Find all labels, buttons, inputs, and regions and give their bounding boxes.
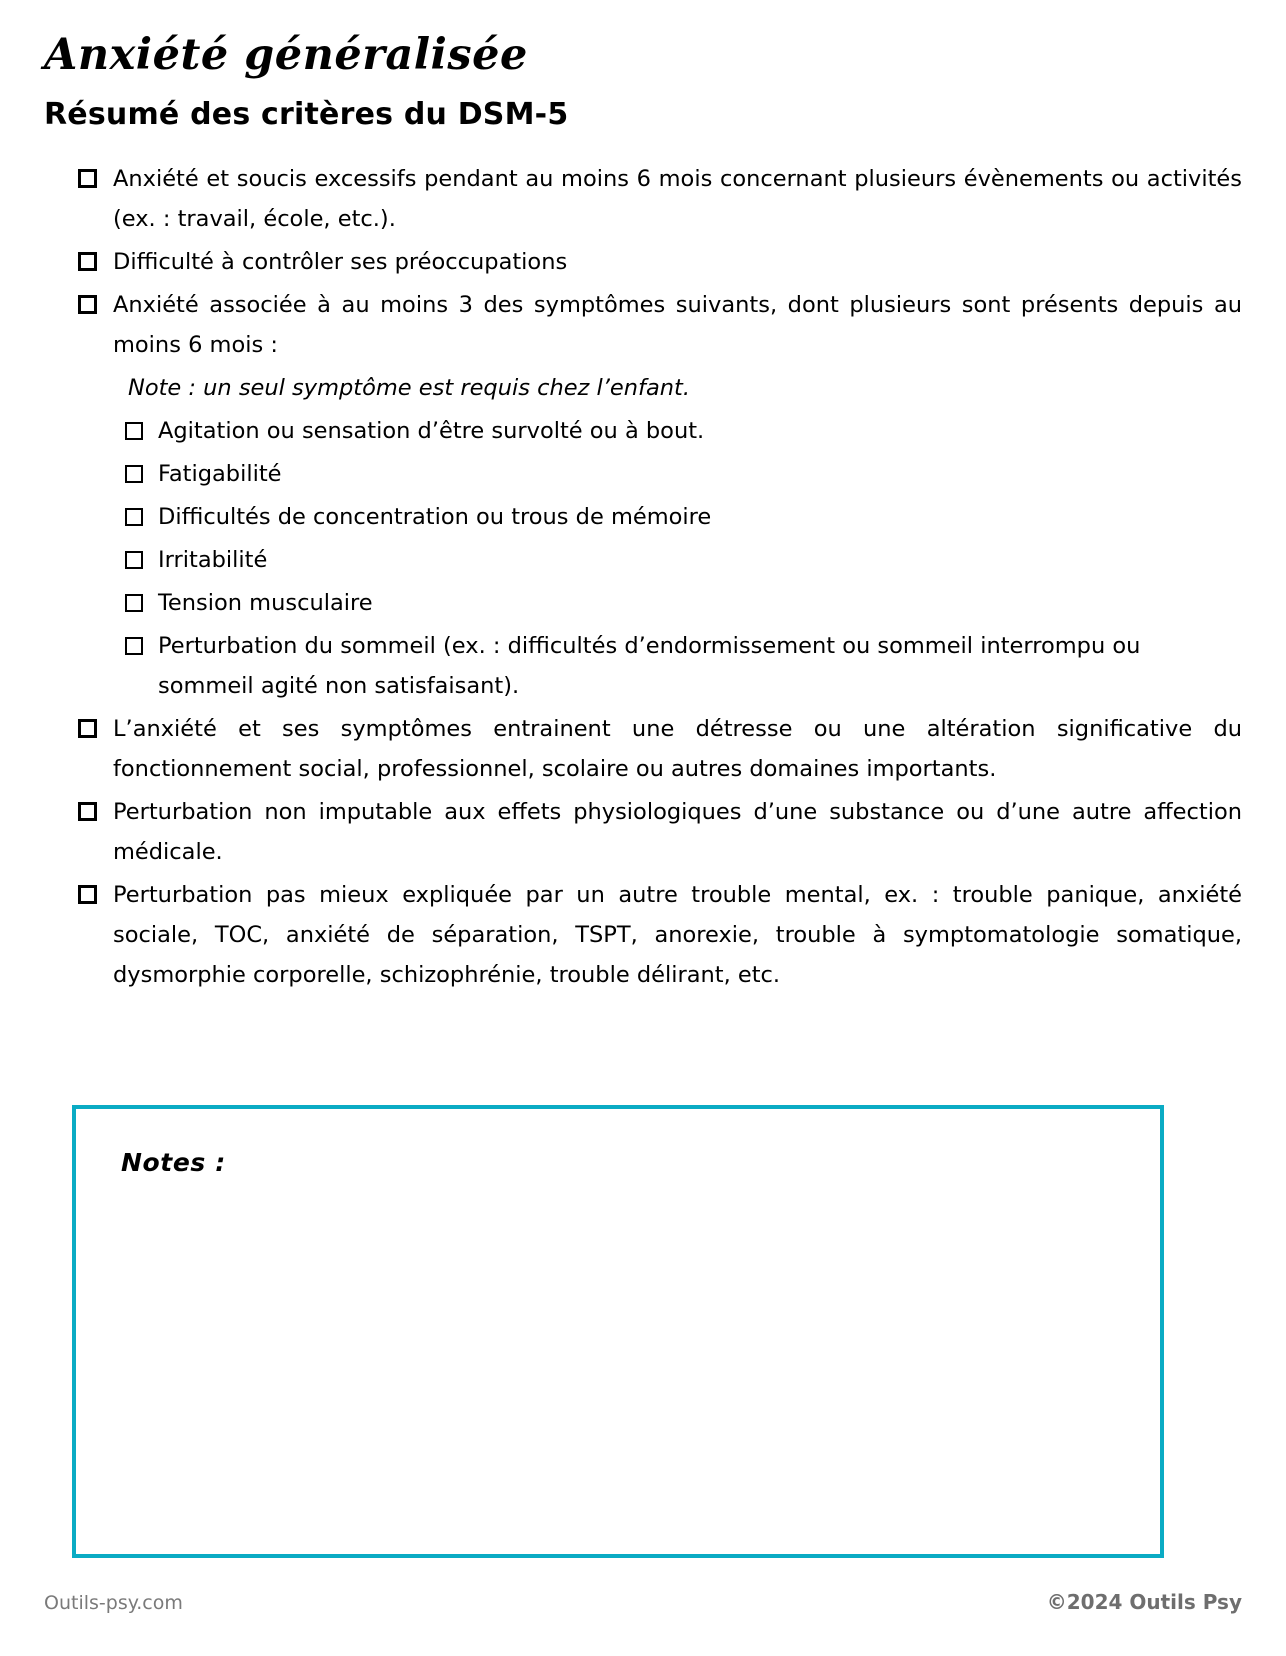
symptom-label: Perturbation du sommeil (ex. : difficultés d’endormissement ou sommeil interrompu ou sommeil agité non satisfaisant). <box>158 632 1141 699</box>
page-subtitle: Résumé des critères du DSM-5 <box>44 97 569 132</box>
criterion-row[interactable] <box>44 709 1242 789</box>
symptom-label: Difficultés de concentration ou trous de mémoire <box>158 503 712 530</box>
criterion-label: Anxiété associée à au moins 3 des symptômes suivants, dont plusieurs sont présents depuis au moins 6 mois : <box>113 291 1242 358</box>
page-title: Anxiété généralisée <box>44 30 528 80</box>
criterion-label: L’anxiété et ses symptômes entrainent une détresse ou une altération significative du fonctionnement social, professionnel, scolaire ou autres domaines importants. <box>113 715 1242 782</box>
symptom-sublist-container <box>44 411 1242 706</box>
symptom-row[interactable] <box>44 497 1242 537</box>
criterion-label: Difficulté à contrôler ses préoccupations <box>113 248 568 275</box>
checkbox-icon[interactable] <box>78 885 97 904</box>
criterion-row[interactable] <box>44 285 1242 365</box>
checkbox-icon[interactable] <box>78 252 97 271</box>
checkbox-icon[interactable] <box>78 719 97 738</box>
checkbox-icon[interactable] <box>125 637 143 655</box>
footer-copyright: ©2024 Outils Psy <box>1046 1590 1242 1614</box>
symptom-row[interactable] <box>44 411 1242 451</box>
criterion-row[interactable] <box>44 242 1242 282</box>
notes-box[interactable] <box>72 1105 1164 1558</box>
checkbox-icon[interactable] <box>125 594 143 612</box>
symptom-label: Agitation ou sensation d’être survolté ou à bout. <box>158 417 705 444</box>
checkbox-icon[interactable] <box>125 422 143 440</box>
page-footer <box>44 1590 1242 1614</box>
checkbox-icon[interactable] <box>78 295 97 314</box>
criteria-list <box>44 133 1242 995</box>
symptom-row[interactable] <box>44 583 1242 623</box>
symptom-row[interactable] <box>44 626 1242 706</box>
footer-website: Outils-psy.com <box>44 1592 183 1614</box>
symptom-note: Note : un seul symptôme est requis chez l’enfant. <box>128 374 690 401</box>
criterion-row[interactable] <box>44 875 1242 995</box>
symptom-row[interactable] <box>44 454 1242 494</box>
checkbox-icon[interactable] <box>125 508 143 526</box>
checkbox-icon[interactable] <box>78 169 97 188</box>
symptom-label: Fatigabilité <box>158 460 282 487</box>
criterion-label: Perturbation non imputable aux effets physiologiques d’une substance ou d’une autre affection médicale. <box>113 798 1242 865</box>
symptom-list <box>44 411 1242 706</box>
notes-label: Notes : <box>121 1148 226 1177</box>
symptom-label: Irritabilité <box>158 546 268 573</box>
criterion-row[interactable] <box>44 159 1242 239</box>
checkbox-icon[interactable] <box>78 802 97 821</box>
checkbox-icon[interactable] <box>125 465 143 483</box>
criterion-label: Anxiété et soucis excessifs pendant au moins 6 mois concernant plusieurs évènements ou activités (ex. : travail, école, etc.). <box>113 165 1242 232</box>
checkbox-icon[interactable] <box>125 551 143 569</box>
symptom-row[interactable] <box>44 540 1242 580</box>
criterion-label: Perturbation pas mieux expliquée par un autre trouble mental, ex. : trouble panique, anxiété sociale, TOC, anxiété de séparation, TSPT, anorexie, trouble à symptomatologie somatique, dysmorphie corporelle, schizophrénie, trouble délirant, etc. <box>113 881 1242 988</box>
symptom-label: Tension musculaire <box>158 589 373 616</box>
criterion-row[interactable] <box>44 792 1242 872</box>
